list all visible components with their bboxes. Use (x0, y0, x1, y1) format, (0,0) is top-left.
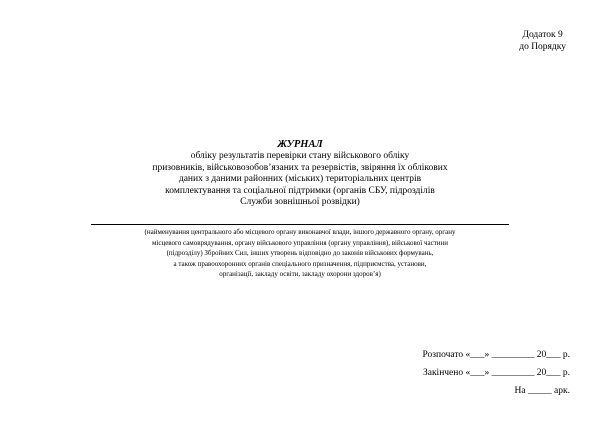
appendix-procedure: до Порядку (519, 42, 566, 52)
organization-caption (0, 227, 600, 280)
organization-caption-line: організації, закладу освіти, закладу охорони здоров’я) (219, 270, 381, 278)
appendix-reference (519, 29, 566, 53)
journal-subtitle-line: призовників, військовозобов’язаних та резервістів, звіряння їх облікових (152, 162, 448, 173)
journal-title: ЖУРНАЛ (277, 139, 323, 150)
organization-name-field (0, 224, 600, 280)
sheet-count-line: На _____ арк. (514, 386, 570, 396)
finished-date-line: Закінчено «___» _________ 20___ р. (422, 368, 570, 378)
journal-subtitle-line: Служби зовнішньої розвідки) (240, 197, 360, 208)
organization-name-blank-line (91, 224, 509, 225)
journal-subtitle-line: даних з даними районних (міських) територіальних центрів (178, 174, 422, 185)
journal-heading (0, 139, 600, 209)
journal-subtitle-line: комплектування та соціальної підтримки (органів СБУ, підрозділів (165, 185, 435, 196)
journal-subtitle-line: обліку результатів перевірки стану військового обліку (190, 151, 410, 161)
organization-caption-line: (підрозділу) Збройних Сил, інших утворень відповідно до законів військових формувань, (166, 249, 434, 257)
organization-caption-line: місцевого самоврядування, органу військового управління (органу управління), військової частини (151, 238, 449, 247)
appendix-number: Додаток 9 (522, 30, 563, 40)
organization-caption-line: (найменування центрального або місцевого органу виконавчої влади, іншого державного органу, органу (144, 228, 456, 236)
started-date-line: Розпочато «___» _________ 20___ р. (422, 350, 570, 360)
journal-dates-block (422, 346, 570, 400)
organization-caption-line: а також правоохоронних органів спеціального призначення, підприємства, установи, (173, 259, 427, 268)
